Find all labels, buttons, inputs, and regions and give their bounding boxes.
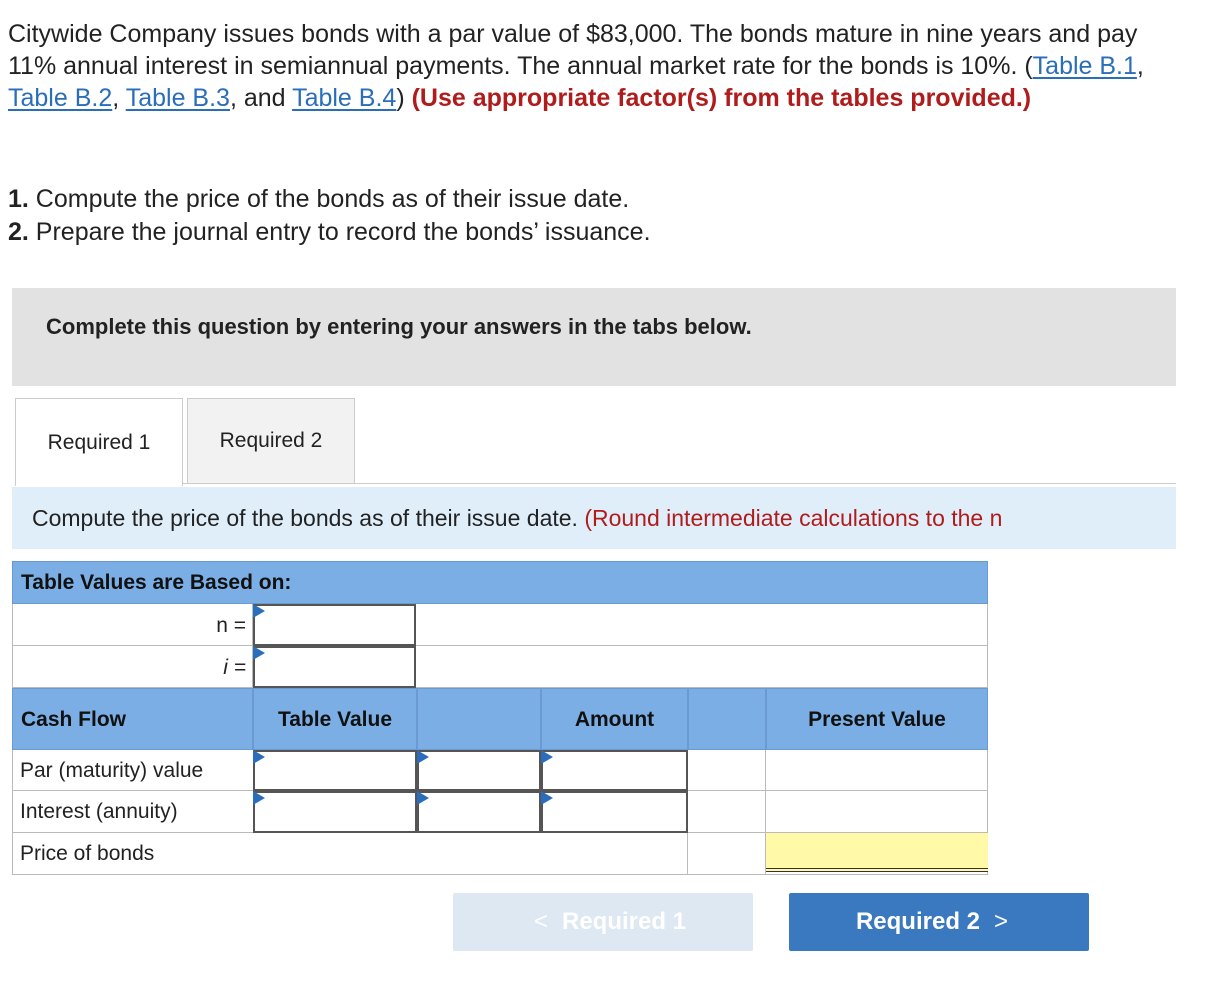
requirements-list bbox=[8, 183, 651, 249]
row-label: Price of bonds bbox=[20, 842, 155, 865]
chevron-left-icon: < bbox=[533, 908, 548, 935]
row-label: Par (maturity) value bbox=[20, 759, 204, 782]
i-label: i = bbox=[223, 656, 246, 679]
i-input[interactable] bbox=[253, 646, 416, 688]
tab-label: Required 1 bbox=[47, 430, 151, 454]
row-label-cell bbox=[12, 833, 688, 875]
header-blank-2 bbox=[688, 688, 766, 750]
based-on-header bbox=[12, 561, 988, 604]
interest-blank-cell bbox=[688, 791, 766, 833]
requirement-text: Prepare the journal entry to record the bonds’ issuance. bbox=[28, 218, 651, 246]
row-label: Interest (annuity) bbox=[20, 800, 178, 823]
header-label: Present Value bbox=[808, 708, 946, 731]
header-label: Amount bbox=[574, 708, 655, 731]
tab-instruction-bar bbox=[12, 487, 1176, 549]
dropdown-indicator-icon bbox=[253, 604, 265, 618]
chevron-right-icon: > bbox=[994, 908, 1009, 935]
separator: , and bbox=[229, 84, 293, 112]
requirement-number: 2. bbox=[8, 218, 29, 246]
header-blank-1 bbox=[417, 688, 541, 750]
interest-amount-input[interactable] bbox=[541, 791, 688, 833]
banner-text: Complete this question by entering your answers in the tabs below. bbox=[46, 314, 752, 339]
header-present-value bbox=[766, 688, 988, 750]
par-multiplier-cell bbox=[417, 750, 541, 791]
header-label: Cash Flow bbox=[21, 708, 127, 731]
n-label: n = bbox=[216, 614, 246, 637]
header-label: Table Value bbox=[278, 708, 392, 731]
dropdown-indicator-icon bbox=[417, 750, 429, 764]
requirement-1 bbox=[8, 183, 651, 216]
based-on-label: Table Values are Based on: bbox=[21, 571, 292, 594]
table-b3-link[interactable]: Table B.3 bbox=[125, 84, 230, 112]
price-blank-cell bbox=[688, 833, 766, 875]
problem-statement bbox=[8, 18, 1188, 114]
tab-label: Required 2 bbox=[219, 429, 323, 452]
requirement-2 bbox=[8, 216, 651, 249]
requirement-number: 1. bbox=[8, 185, 29, 213]
table-b1-link[interactable]: Table B.1 bbox=[1032, 52, 1137, 80]
header-table-value bbox=[253, 688, 417, 750]
tab-required-2[interactable] bbox=[187, 398, 355, 484]
header-amount bbox=[541, 688, 688, 750]
par-blank-cell bbox=[688, 750, 766, 791]
separator: ) bbox=[396, 84, 412, 112]
table-b4-link[interactable]: Table B.4 bbox=[292, 84, 397, 112]
par-table-value-input[interactable] bbox=[253, 750, 417, 791]
problem-text: Citywide Company issues bonds with a par value of $83,000. The bonds mature in nine years and pay 11% annual interest in semiannual payments. The annual market rate for the bonds is 10%. ( bbox=[8, 20, 1138, 80]
button-label: Required 2 bbox=[855, 908, 980, 935]
n-label-cell bbox=[12, 604, 253, 646]
next-required-2-button[interactable] bbox=[789, 893, 1089, 951]
prev-required-1-button[interactable] bbox=[453, 893, 753, 951]
dropdown-indicator-icon bbox=[417, 791, 429, 805]
i-label-cell bbox=[12, 646, 253, 688]
interest-multiplier-cell bbox=[417, 791, 541, 833]
interest-table-value-input[interactable] bbox=[253, 791, 417, 833]
row-label-cell bbox=[12, 750, 253, 791]
interest-present-value-cell bbox=[766, 791, 988, 833]
par-amount-input[interactable] bbox=[541, 750, 688, 791]
instruction-banner bbox=[12, 288, 1176, 386]
price-of-bonds-total-cell bbox=[766, 833, 988, 872]
dropdown-indicator-icon bbox=[253, 750, 265, 764]
dropdown-indicator-icon bbox=[541, 750, 553, 764]
n-input[interactable] bbox=[253, 604, 416, 646]
separator: , bbox=[112, 84, 126, 112]
dropdown-indicator-icon bbox=[253, 791, 265, 805]
dropdown-indicator-icon bbox=[253, 646, 265, 660]
header-cash-flow bbox=[12, 688, 253, 750]
instruction-text: Compute the price of the bonds as of their issue date. bbox=[32, 505, 585, 531]
table-b2-link[interactable]: Table B.2 bbox=[8, 84, 113, 112]
dropdown-indicator-icon bbox=[541, 791, 553, 805]
par-present-value-cell bbox=[766, 750, 988, 791]
button-label: Required 1 bbox=[561, 908, 687, 935]
separator: , bbox=[1136, 52, 1144, 80]
requirement-text: Compute the price of the bonds as of their issue date. bbox=[28, 185, 630, 213]
factor-instruction: (Use appropriate factor(s) from the tables provided.) bbox=[411, 84, 1032, 112]
tab-divider bbox=[183, 483, 1176, 484]
row-label-cell bbox=[12, 791, 253, 833]
tab-required-1[interactable] bbox=[15, 398, 183, 486]
rounding-note: (Round intermediate calculations to the n bbox=[584, 505, 1003, 531]
